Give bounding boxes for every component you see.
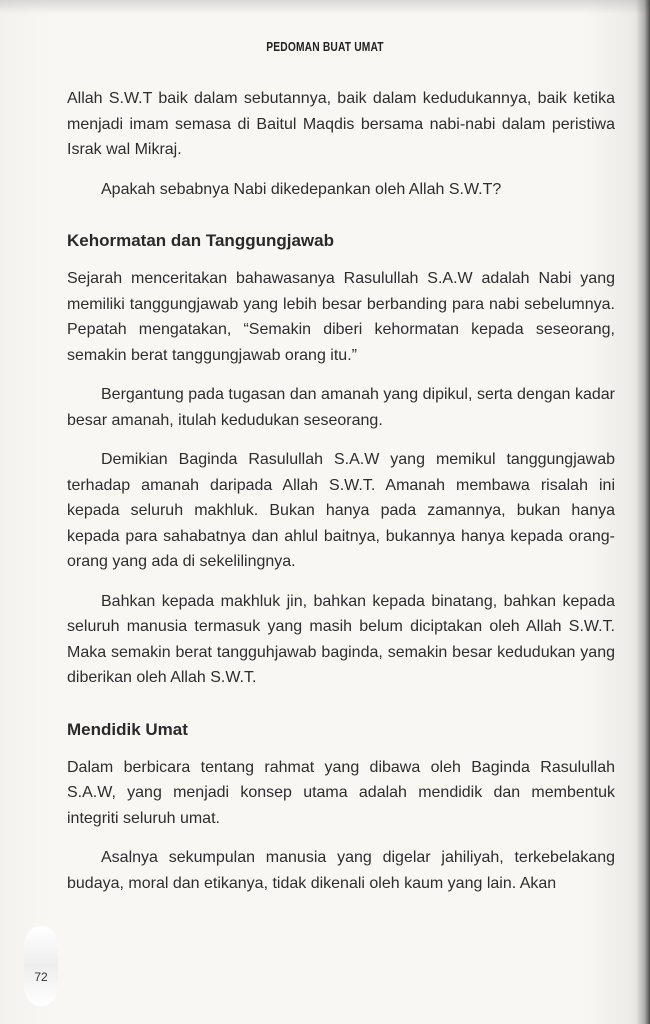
running-header: PEDOMAN BUAT UMAT <box>266 40 384 54</box>
paragraph: Demikian Baginda Rasulullah S.A.W yang memikul tanggungjawab terhadap amanah daripada Allah S.W.T. Amanah membawa risalah ini kepada seluruh makhluk. Bukan hanya pada zamannya, bukan hanya kepada para sahabatnya dan ahlul baitnya, bukannya hanya kepada orang-orang yang ada di sekelilingnya. <box>67 451 615 570</box>
paragraph-continued: Allah S.W.T baik dalam sebutannya, baik dalam kedudukannya, baik ketika menjadi imam semasa di Baitul Maqdis bersama nabi-nabi dalam peristiwa Israk wal Mikraj. <box>67 90 615 158</box>
page-gutter-shadow <box>636 0 650 1024</box>
page-body <box>67 86 615 910</box>
page-number-badge <box>24 926 58 1006</box>
paragraph-question: Apakah sebabnya Nabi dikedepankan oleh Allah S.W.T? <box>101 180 502 198</box>
paragraph: Sejarah menceritakan bahawasanya Rasulullah S.A.W adalah Nabi yang memiliki tanggungjawab yang lebih besar berbanding para nabi sebelumnya. Pepatah mengatakan, “Semakin diberi kehormatan kepada seseorang, semakin berat tanggungjawab orang itu.” <box>67 270 615 364</box>
paragraph: Asalnya sekumpulan manusia yang digelar jahiliyah, terkebelakang budaya, moral dan etikanya, tidak dikenali oleh kaum yang lain. Akan <box>67 849 615 892</box>
page-number-tab <box>24 926 58 1006</box>
section-heading-kehormatan: Kehormatan dan Tanggungjawab <box>67 231 334 250</box>
page-number: 72 <box>34 970 48 984</box>
section-heading-mendidik: Mendidik Umat <box>67 719 188 739</box>
scan-top-shadow <box>0 0 650 14</box>
paragraph: Dalam berbicara tentang rahmat yang dibawa oleh Baginda Rasulullah S.A.W, yang menjadi konsep utama adalah mendidik dan membentuk integriti seluruh umat. <box>67 758 615 827</box>
paragraph: Bergantung pada tugasan dan amanah yang dipikul, serta dengan kadar besar amanah, itulah kedudukan seseorang. <box>67 386 615 429</box>
paragraph: Bahkan kepada makhluk jin, bahkan kepada binatang, bahkan kepada seluruh manusia termasuk yang masih belum diciptakan oleh Allah S.W.T. Maka semakin berat tangguhjawab baginda, semakin besar kedudukan yang diberikan oleh Allah S.W.T. <box>67 592 615 686</box>
